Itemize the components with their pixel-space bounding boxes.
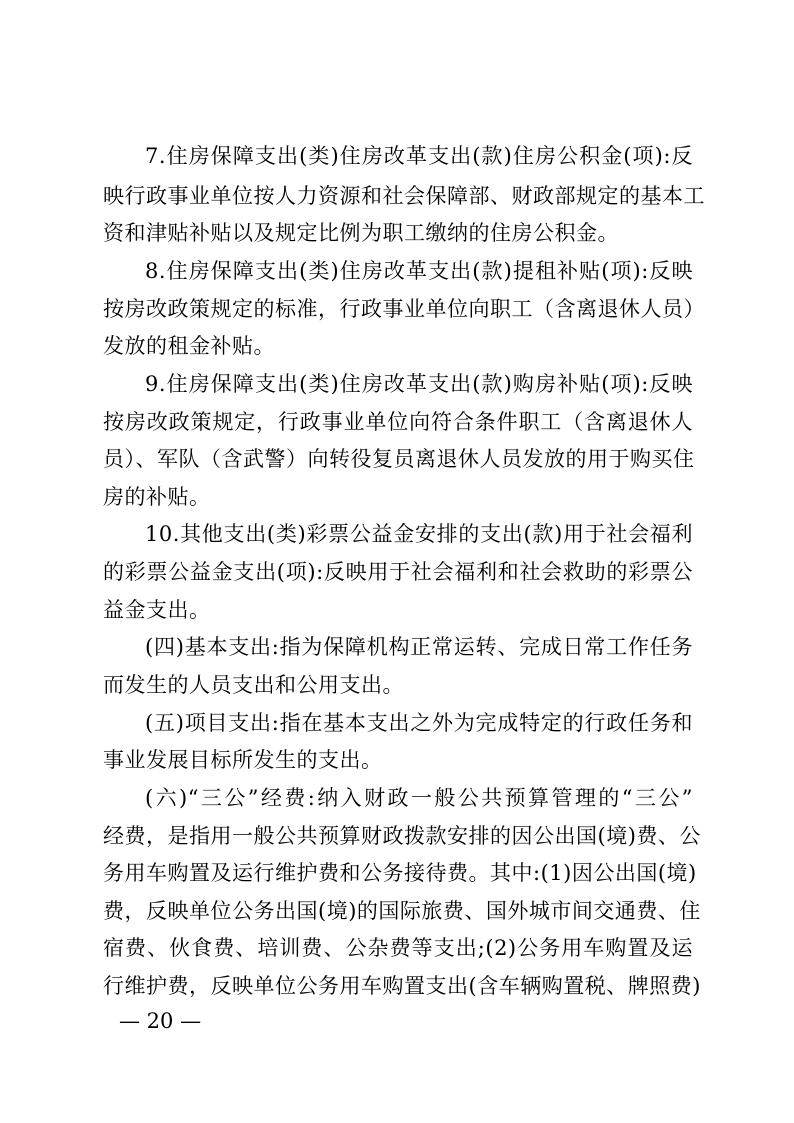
paragraph-line: 事业发展目标所发生的支出。 <box>103 748 383 772</box>
paragraph-line: 行维护费，反映单位公务用车购置支出(含车辆购置税、牌照费) <box>103 974 701 998</box>
paragraph-line: 7.住房保障支出(类)住房改革支出(款)住房公积金(项):反 <box>145 144 693 168</box>
paragraph-line: 经费，是指用一般公共预算财政拨款安排的因公出国(境)费、公 <box>103 824 701 848</box>
paragraph-line: (四)基本支出:指为保障机构正常运转、完成日常工作任务 <box>145 635 693 659</box>
page-number: — 20 — <box>119 1009 202 1033</box>
paragraph-line: 发放的租金补贴。 <box>103 334 275 358</box>
paragraph-line: 房的补贴。 <box>103 485 211 509</box>
paragraph-line: 10.其他支出(类)彩票公益金安排的支出(款)用于社会福利 <box>145 522 693 546</box>
paragraph-line: 宿费、伙食费、培训费、公杂费等支出;(2)公务用车购置及运 <box>103 936 693 960</box>
paragraph-line: 益金支出。 <box>103 598 211 622</box>
paragraph-line: 的彩票公益金支出(项):反映用于社会福利和社会救助的彩票公 <box>103 560 693 584</box>
paragraph-line: 按房改政策规定，行政事业单位向符合条件职工（含离退休人 <box>103 410 693 434</box>
paragraph-line: 8.住房保障支出(类)住房改革支出(款)提租补贴(项):反映 <box>145 259 693 283</box>
paragraph-line: 资和津贴补贴以及规定比例为职工缴纳的住房公积金。 <box>103 221 619 245</box>
paragraph-line: 9.住房保障支出(类)住房改革支出(款)购房补贴(项):反映 <box>145 372 693 396</box>
paragraph-line: 费，反映单位公务出国(境)的国际旅费、国外城市间交通费、住 <box>103 899 701 923</box>
paragraph-line: (五)项目支出:指在基本支出之外为完成特定的行政任务和 <box>145 711 693 735</box>
paragraph-line: 员）、军队（含武警）向转役复员离退休人员发放的用于购买住 <box>103 447 695 471</box>
paragraph-line: 而发生的人员支出和公用支出。 <box>103 673 404 697</box>
paragraph-line: 务用车购置及运行维护费和公务接待费。其中:(1)因公出国(境) <box>103 861 697 885</box>
paragraph-line: (六)“三公”经费:纳入财政一般公共预算管理的“三公” <box>145 786 693 810</box>
paragraph-line: 按房改政策规定的标准，行政事业单位向职工（含离退休人员） <box>103 297 705 321</box>
paragraph-line: 映行政事业单位按人力资源和社会保障部、财政部规定的基本工 <box>103 184 705 208</box>
